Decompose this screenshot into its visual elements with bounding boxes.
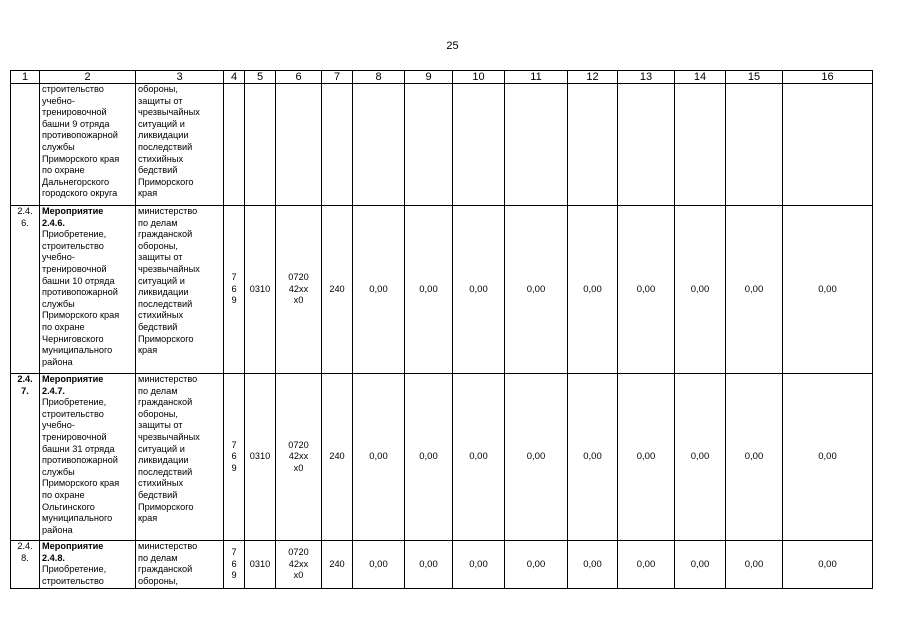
code-csr: 0720 42xx x0: [276, 374, 322, 541]
value-cell: [783, 84, 873, 206]
value-cell: 0,00: [405, 541, 453, 589]
column-header: 10: [453, 71, 505, 84]
value-cell: 0,00: [353, 541, 405, 589]
value-cell: 0,00: [726, 541, 783, 589]
header-row: [11, 71, 873, 84]
row-index: 2.4. 7.: [11, 374, 40, 541]
responsible-executor: обороны, защиты от чрезвычайных ситуаций и ликвидации последствий стихийных бедствий Приморского края: [136, 84, 224, 206]
value-cell: 0,00: [726, 374, 783, 541]
code-rzpr: 0310: [245, 374, 276, 541]
value-cell: [405, 84, 453, 206]
value-cell: 0,00: [568, 541, 618, 589]
row-index: 2.4. 6.: [11, 206, 40, 374]
column-header: 1: [11, 71, 40, 84]
activity-description: Приобретение, строительство учебно- тренировочной башни 10 отряда противопожарной службы Приморского края по охране Черниговского муниципального района: [42, 229, 120, 367]
code-vr: 240: [322, 541, 353, 589]
value-cell: [453, 84, 505, 206]
budget-table: [10, 70, 873, 589]
value-cell: 0,00: [783, 374, 873, 541]
activity-cell: [40, 374, 136, 541]
value-cell: [353, 84, 405, 206]
value-cell: 0,00: [568, 206, 618, 374]
activity-description: Приобретение, строительство учебно- тренировочной башни 31 отряда противопожарной службы Приморского края по охране Ольгинского муниципального района: [42, 397, 120, 535]
code-rzpr: 0310: [245, 206, 276, 374]
column-header: 11: [505, 71, 568, 84]
value-cell: 0,00: [618, 541, 675, 589]
column-header: 16: [783, 71, 873, 84]
value-cell: 0,00: [405, 374, 453, 541]
value-cell: 0,00: [505, 541, 568, 589]
code-grbs: [224, 84, 245, 206]
column-header: 14: [675, 71, 726, 84]
value-cell: 0,00: [505, 374, 568, 541]
column-header: 5: [245, 71, 276, 84]
value-cell: 0,00: [405, 206, 453, 374]
value-cell: 0,00: [353, 374, 405, 541]
value-cell: 0,00: [568, 374, 618, 541]
code-vr: [322, 84, 353, 206]
value-cell: 0,00: [353, 206, 405, 374]
code-grbs: 7 6 9: [224, 541, 245, 589]
value-cell: [675, 84, 726, 206]
value-cell: [505, 84, 568, 206]
activity-title: Мероприятие 2.4.8.: [42, 541, 104, 563]
table-row: [11, 206, 873, 374]
row-index: [11, 84, 40, 206]
code-vr: 240: [322, 374, 353, 541]
activity-description: строительство учебно- тренировочной башни 9 отряда противопожарной службы Приморского края по охране Дальнегорского городского округа: [42, 84, 120, 199]
value-cell: 0,00: [783, 206, 873, 374]
value-cell: 0,00: [618, 206, 675, 374]
code-rzpr: [245, 84, 276, 206]
activity-cell: [40, 84, 136, 206]
responsible-executor: министерство по делам гражданской обороны, защиты от чрезвычайных ситуаций и ликвидации последствий стихийных бедствий Приморского края: [136, 374, 224, 541]
value-cell: 0,00: [505, 206, 568, 374]
column-header: 7: [322, 71, 353, 84]
code-rzpr: 0310: [245, 541, 276, 589]
code-csr: 0720 42xx x0: [276, 206, 322, 374]
responsible-executor: министерство по делам гражданской обороны,: [136, 541, 224, 589]
column-header: 15: [726, 71, 783, 84]
value-cell: 0,00: [783, 541, 873, 589]
value-cell: [568, 84, 618, 206]
code-grbs: 7 6 9: [224, 206, 245, 374]
code-vr: 240: [322, 206, 353, 374]
code-csr: 0720 42xx x0: [276, 541, 322, 589]
table-row: [11, 541, 873, 589]
value-cell: [618, 84, 675, 206]
value-cell: 0,00: [675, 541, 726, 589]
code-csr: [276, 84, 322, 206]
column-header: 4: [224, 71, 245, 84]
table-row: [11, 84, 873, 206]
value-cell: 0,00: [453, 374, 505, 541]
responsible-executor: министерство по делам гражданской обороны, защиты от чрезвычайных ситуаций и ликвидации последствий стихийных бедствий Приморского края: [136, 206, 224, 374]
activity-cell: [40, 541, 136, 589]
value-cell: 0,00: [453, 541, 505, 589]
column-header: 9: [405, 71, 453, 84]
column-header: 2: [40, 71, 136, 84]
activity-cell: [40, 206, 136, 374]
code-grbs: 7 6 9: [224, 374, 245, 541]
column-header: 6: [276, 71, 322, 84]
value-cell: 0,00: [675, 374, 726, 541]
column-header: 13: [618, 71, 675, 84]
value-cell: 0,00: [618, 374, 675, 541]
activity-description: Приобретение, строительство: [42, 564, 107, 586]
page-number: 25: [446, 40, 459, 52]
column-header: 8: [353, 71, 405, 84]
value-cell: [726, 84, 783, 206]
activity-title: Мероприятие 2.4.6.: [42, 206, 104, 228]
value-cell: 0,00: [453, 206, 505, 374]
column-header: 12: [568, 71, 618, 84]
row-index: 2.4. 8.: [11, 541, 40, 589]
value-cell: 0,00: [726, 206, 783, 374]
table-row: [11, 374, 873, 541]
column-header: 3: [136, 71, 224, 84]
activity-title: Мероприятие 2.4.7.: [42, 374, 104, 396]
value-cell: 0,00: [675, 206, 726, 374]
